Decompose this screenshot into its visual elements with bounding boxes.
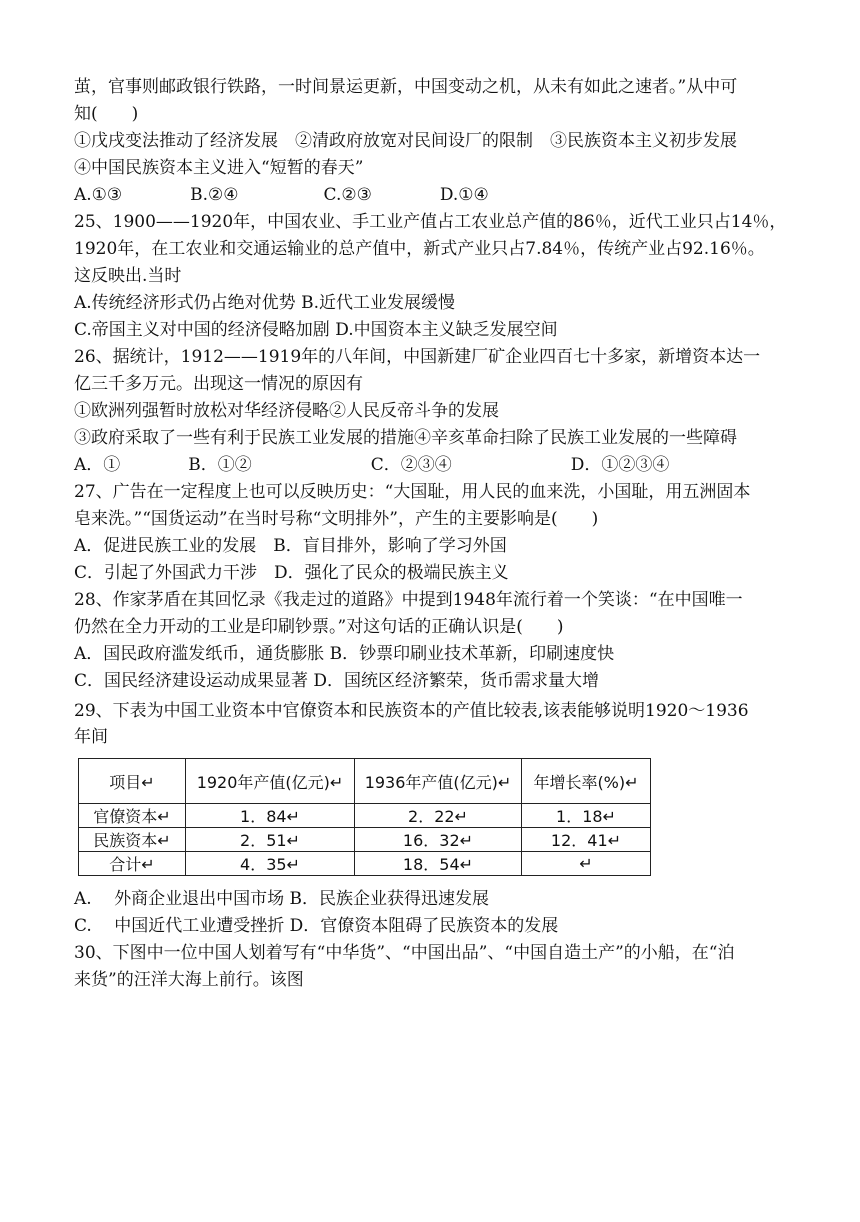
table-cell: 官僚资本↵	[79, 804, 186, 828]
table-cell: 4．35↵	[186, 852, 355, 876]
text-line: A．国民政府滥发纸币，通货膨胀 B．钞票印刷业技术革新，印刷速度快	[74, 644, 615, 664]
text-line: 28、作家茅盾在其回忆录《我走过的道路》中提到1948年流行着一个笑谈：“在中国唯一	[74, 590, 743, 610]
text-line: C．国民经济建设运动成果显著 D．国统区经济繁荣，货币需求量大增	[74, 671, 600, 691]
text-line: 茧，官事则邮政银行铁路，一时间景运更新，中国变动之机，从未有如此之速者。”从中可	[74, 77, 738, 97]
text-line: 来货”的汪洋大海上前行。该图	[74, 970, 304, 990]
table-header-cell: 项目↵	[79, 759, 186, 804]
table-header-cell: 1920年产值(亿元)↵	[186, 759, 355, 804]
table-cell: 1．84↵	[186, 804, 355, 828]
table-cell: 18．54↵	[355, 852, 522, 876]
table-row	[79, 852, 651, 876]
text-line: C．引起了外国武力干涉 D．强化了民众的极端民族主义	[74, 563, 509, 583]
table-header-row	[79, 759, 651, 804]
text-line: C.帝国主义对中国的经济侵略加剧 D.中国资本主义缺乏发展空间	[74, 320, 558, 340]
text-line: 27、广告在一定程度上也可以反映历史：“大国耻，用人民的血来洗，小国耻，用五洲固本	[74, 482, 751, 502]
table-cell: 民族资本↵	[79, 828, 186, 852]
text-line: A．① B．①② C．②③④ D．①②③④	[74, 455, 670, 475]
table-cell: 1．18↵	[522, 804, 651, 828]
text-line: A. 外商企业退出中国市场 B．民族企业获得迅速发展	[74, 889, 489, 909]
table-cell: 2．51↵	[186, 828, 355, 852]
table-cell: ↵	[522, 852, 651, 876]
text-line: 这反映出.当时	[74, 266, 182, 286]
text-line: ③政府采取了一些有利于民族工业发展的措施④辛亥革命扫除了民族工业发展的一些障碍	[74, 428, 737, 448]
text-line: ④中国民族资本主义进入“短暂的春天”	[74, 158, 364, 178]
table-cell: 2．22↵	[355, 804, 522, 828]
text-line: 29、下表为中国工业资本中官僚资本和民族资本的产值比较表,该表能够说明1920～1936	[74, 701, 749, 721]
text-line: A.①③ B.②④ C.②③ D.①④	[74, 185, 489, 205]
table-row	[79, 828, 651, 852]
text-line: 30、下图中一位中国人划着写有“中华货”、“中国出品”、“中国自造土产”的小船，在“泊	[74, 943, 735, 963]
capital-comparison-table	[78, 758, 651, 876]
table-header-cell: 年增长率(%)↵	[522, 759, 651, 804]
table-cell: 合计↵	[79, 852, 186, 876]
text-line: ①欧洲列强暂时放松对华经济侵略②人民反帝斗争的发展	[74, 401, 499, 421]
text-line: ①戊戌变法推动了经济发展 ②清政府放宽对民间设厂的限制 ③民族资本主义初步发展	[74, 131, 737, 151]
text-line: A.传统经济形式仍占绝对优势 B.近代工业发展缓慢	[74, 293, 455, 313]
text-line: C. 中国近代工业遭受挫折 D．官僚资本阻碍了民族资本的发展	[74, 916, 559, 936]
table-cell: 12．41↵	[522, 828, 651, 852]
text-line: 26、据统计，1912——1919年的八年间，中国新建厂矿企业四百七十多家，新增资本达一	[74, 347, 761, 367]
text-line: 25、1900——1920年，中国农业、手工业产值占工农业总产值的86％，近代工业只占14％，	[74, 212, 787, 232]
text-line: 仍然在全力开动的工业是印刷钞票。”对这句话的正确认识是( )	[74, 617, 564, 637]
table-header-cell: 1936年产值(亿元)↵	[355, 759, 522, 804]
text-line: 年间	[74, 727, 108, 747]
text-line: 皂来洗。”“国货运动”在当时号称“文明排外”，产生的主要影响是( )	[74, 509, 599, 529]
text-line: 亿三千多万元。出现这一情况的原因有	[74, 374, 363, 394]
table-row	[79, 804, 651, 828]
table-cell: 16．32↵	[355, 828, 522, 852]
text-line: 知( )	[74, 104, 139, 124]
text-line: 1920年，在工农业和交通运输业的总产值中，新式产业只占7.84％，传统产业占92.16％。	[74, 239, 765, 259]
text-line: A．促进民族工业的发展 B．盲目排外，影响了学习外国	[74, 536, 507, 556]
